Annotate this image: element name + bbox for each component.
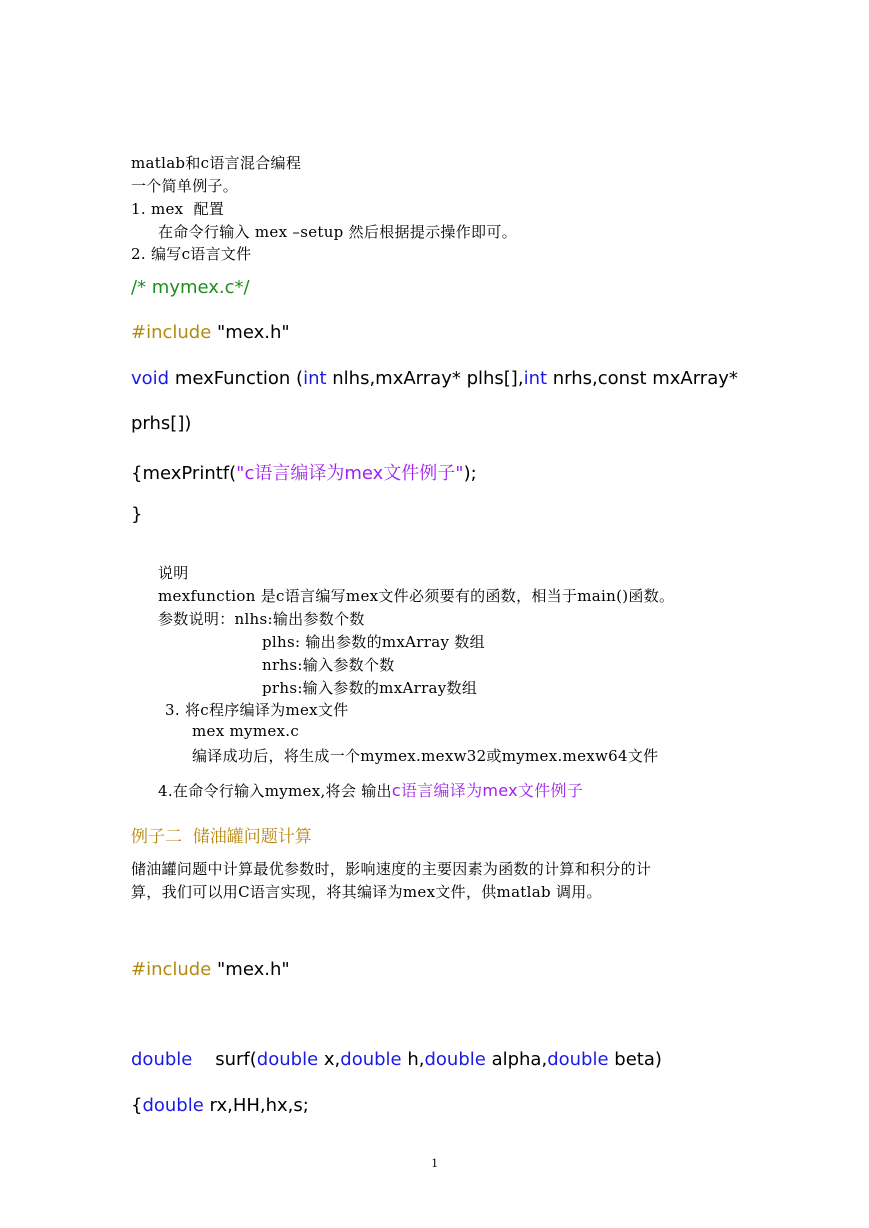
- sig-text: alpha,: [485, 1049, 548, 1070]
- sig-text: beta): [608, 1049, 662, 1070]
- code-close-brace: }: [131, 504, 143, 525]
- page-number: 1: [431, 1155, 438, 1170]
- void-keyword: void: [131, 368, 170, 389]
- open-brace: {: [131, 1095, 143, 1116]
- int-keyword: int: [523, 368, 548, 389]
- explain-line: nrhs:输入参数个数: [262, 656, 395, 674]
- code-surf-signature: [131, 1049, 662, 1070]
- double-keyword: double: [424, 1049, 486, 1070]
- step-4: [158, 778, 583, 801]
- include-keyword: #include: [131, 322, 212, 343]
- include-file: "mex.h": [211, 322, 290, 343]
- printf-string: "c语言编译为mex文件例子": [236, 463, 464, 484]
- include-keyword: #include: [131, 959, 212, 980]
- code-declarations: [131, 1095, 309, 1116]
- code-include: [131, 322, 290, 343]
- sig-text: x,: [318, 1049, 341, 1070]
- sig-part-a: mexFunction (: [169, 368, 304, 389]
- double-keyword: double: [547, 1049, 609, 1070]
- step-2: 2. 编写c语言文件: [131, 245, 252, 263]
- step-3-command: mex mymex.c: [192, 722, 300, 740]
- example-2-heading: 例子二 储油罐问题计算: [131, 827, 312, 847]
- comment-text: /* mymex.c*/: [131, 277, 250, 298]
- step-4-output: c语言编译为mex文件例子: [391, 781, 584, 800]
- explain-line: 参数说明：nlhs:输出参数个数: [158, 610, 365, 628]
- explain-heading: 说明: [158, 564, 189, 582]
- sig-text: surf(: [192, 1049, 257, 1070]
- code-printf: [131, 459, 477, 485]
- decl-text: rx,HH,hx,s;: [203, 1095, 309, 1116]
- sig-part-c: nrhs,const mxArray*: [547, 368, 738, 389]
- sig-part-b: nlhs,mxArray* plhs[],: [326, 368, 524, 389]
- code-comment: [131, 277, 250, 298]
- int-keyword: int: [303, 368, 327, 389]
- step-3: 3. 将c程序编译为mex文件: [165, 701, 349, 719]
- sig-text: h,: [401, 1049, 425, 1070]
- example-2-paragraph: 储油罐问题中计算最优参数时，影响速度的主要因素为函数的计算和积分的计: [131, 860, 652, 878]
- include-file: "mex.h": [211, 959, 290, 980]
- double-keyword: double: [340, 1049, 402, 1070]
- step-1: 1. mex 配置: [131, 200, 225, 218]
- printf-end: );: [463, 463, 477, 484]
- code-include-2: [131, 959, 290, 980]
- code-prhs: prhs[]): [131, 413, 192, 434]
- step-4-text: 4.在命令行输入mymex,将会 输出: [158, 782, 392, 800]
- double-keyword: double: [131, 1049, 193, 1070]
- explain-line: mexfunction 是c语言编写mex文件必须要有的函数，相当于main()函数。: [158, 587, 675, 605]
- step-3-detail: 编译成功后，将生成一个mymex.mexw32或mymex.mexw64文件: [192, 747, 659, 765]
- example-2-paragraph: 算，我们可以用C语言实现，将其编译为mex文件，供matlab 调用。: [131, 883, 602, 901]
- code-function-signature: [131, 368, 738, 389]
- doc-title: matlab和c语言混合编程: [131, 154, 302, 172]
- double-keyword: double: [142, 1095, 204, 1116]
- step-1-detail: 在命令行输入 mex –setup 然后根据提示操作即可。: [158, 223, 517, 241]
- double-keyword: double: [256, 1049, 319, 1070]
- explain-line: plhs: 输出参数的mxArray 数组: [262, 633, 485, 651]
- explain-line: prhs:输入参数的mxArray数组: [262, 679, 478, 697]
- doc-subtitle: 一个简单例子。: [131, 177, 239, 195]
- printf-call: {mexPrintf(: [131, 463, 237, 484]
